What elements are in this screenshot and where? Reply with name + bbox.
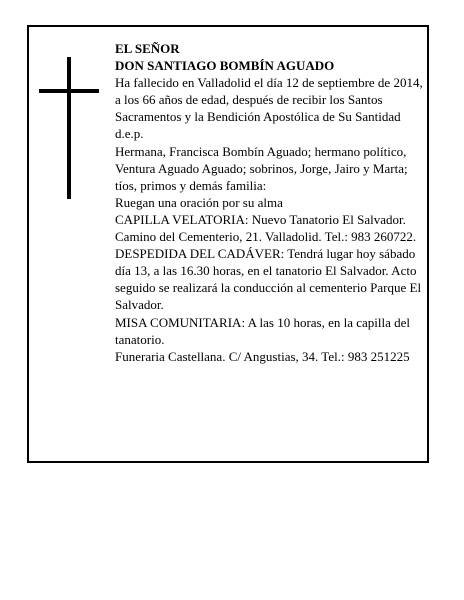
prayer-request: Ruegan una oración por su alma [115, 194, 283, 210]
mass-info: MISA COMUNITARIA: A las 10 horas, en la capilla del tanatorio. [115, 314, 411, 347]
cross-horizontal-bar [39, 89, 99, 93]
death-announcement: Ha fallecido en Valladolid el día 12 de septiembre de 2014, a los 66 años de edad, después de recibir los Santos Sacramentos y la Bendición Apostólica de Su Santidad [115, 75, 423, 125]
dep-line: d.e.p. [115, 126, 144, 142]
cross-icon [39, 57, 99, 199]
farewell-info: DESPEDIDA DEL CADÁVER: Tendrá lugar hoy sábado día 13, a las 16.30 horas, en el tanatorio El Salvador. Acto seguido se realizará la conducción al cementerio Parque El Salvador. [115, 246, 422, 313]
obituary-notice [27, 25, 429, 463]
deceased-name: DON SANTIAGO BOMBÍN AGUADO [115, 58, 335, 74]
title-line-1: EL SEÑOR [115, 41, 180, 56]
notice-text [115, 40, 423, 365]
cross-vertical-bar [67, 57, 71, 199]
chapel-info: CAPILLA VELATORIA: Nuevo Tanatorio El Salvador. Camino del Cementerio, 21. Valladolid. Tel.: 983 260722. [115, 211, 417, 245]
family-list: Hermana, Francisca Bombín Aguado; hermano político, Ventura Aguado Aguado; sobrinos, Jorge, Jairo y Marta; tíos, primos y demás familia: [115, 143, 408, 193]
funeral-home-info: Funeraria Castellana. C/ Angustias, 34. Tel.: 983 251225 [115, 348, 410, 364]
